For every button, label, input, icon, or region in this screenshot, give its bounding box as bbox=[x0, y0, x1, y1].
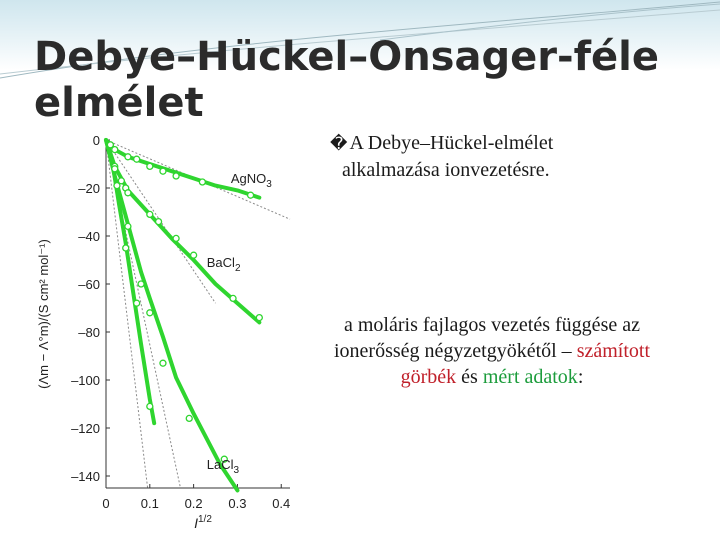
y-tick-label: 0 bbox=[92, 133, 100, 148]
caption-part-3: : bbox=[577, 366, 584, 388]
x-tick-label: 0.1 bbox=[140, 496, 159, 511]
y-tick-label: –20 bbox=[78, 181, 100, 196]
caption-part-1: a moláris fajlagos vezetés függése az ionerősség négyzetgyökétől – bbox=[333, 314, 640, 362]
slide-title: Debye–Hückel–Onsager-féle elmélet bbox=[34, 34, 659, 126]
data-point-bacl bbox=[156, 219, 162, 225]
data-point-bacl bbox=[191, 252, 197, 258]
data-point-bacl bbox=[147, 211, 153, 217]
conductivity-chart bbox=[28, 132, 298, 532]
data-point-agno bbox=[125, 154, 131, 160]
data-point-agno bbox=[112, 147, 118, 153]
x-tick-label: 0.3 bbox=[228, 496, 247, 511]
bullet-marker: � bbox=[330, 134, 348, 154]
bullet-text bbox=[330, 130, 650, 183]
x-tick-label: 0.4 bbox=[272, 496, 291, 511]
y-tick-label: –140 bbox=[71, 469, 100, 484]
y-tick-label: –120 bbox=[71, 421, 100, 436]
series-label-agno: AgNO$_3$ bbox=[230, 171, 272, 191]
x-axis-label: $I^{1/2}$ bbox=[194, 514, 212, 531]
data-point-agno bbox=[248, 192, 254, 198]
caption-measured-data: mért adatok bbox=[482, 366, 578, 388]
y-tick-label: –100 bbox=[71, 373, 100, 388]
x-tick-label: 0.2 bbox=[184, 496, 203, 511]
caption-calculated-curves: számított görbék bbox=[400, 340, 651, 388]
x-tick-label: 0 bbox=[102, 496, 110, 511]
data-point-znso bbox=[147, 403, 153, 409]
data-point-lacl bbox=[160, 360, 166, 366]
data-point-agno bbox=[199, 179, 205, 185]
data-point-agno bbox=[160, 168, 166, 174]
series-label-bacl: BaCl$_2$ bbox=[206, 255, 241, 275]
bullet-line-2: alkalmazása ionvezetésre. bbox=[342, 159, 550, 181]
y-tick-label: –40 bbox=[78, 229, 100, 244]
data-point-lacl bbox=[125, 223, 131, 229]
data-point-lacl bbox=[147, 310, 153, 316]
bullet-line-1: A Debye–Hückel-elmélet bbox=[349, 132, 554, 154]
y-tick-label: –80 bbox=[78, 325, 100, 340]
data-point-znso bbox=[134, 300, 140, 306]
data-point-agno bbox=[147, 163, 153, 169]
y-axis-label: (Λm − Λ°m)/(S cm² mol⁻¹) bbox=[36, 239, 51, 389]
series-label-lacl: LaCl$_3$ bbox=[206, 456, 240, 476]
data-point-bacl bbox=[125, 190, 131, 196]
chart-caption bbox=[318, 312, 666, 390]
data-point-bacl bbox=[256, 315, 262, 321]
data-point-agno bbox=[134, 156, 140, 162]
data-point-agno bbox=[173, 173, 179, 179]
data-point-znso bbox=[123, 245, 129, 251]
data-point-znso bbox=[112, 166, 118, 172]
data-point-bacl bbox=[173, 235, 179, 241]
caption-part-2: és bbox=[456, 366, 483, 388]
data-point-lacl bbox=[138, 281, 144, 287]
data-point-bacl bbox=[230, 295, 236, 301]
data-point-lacl bbox=[186, 415, 192, 421]
data-point-lacl bbox=[114, 183, 120, 189]
y-tick-label: –60 bbox=[78, 277, 100, 292]
